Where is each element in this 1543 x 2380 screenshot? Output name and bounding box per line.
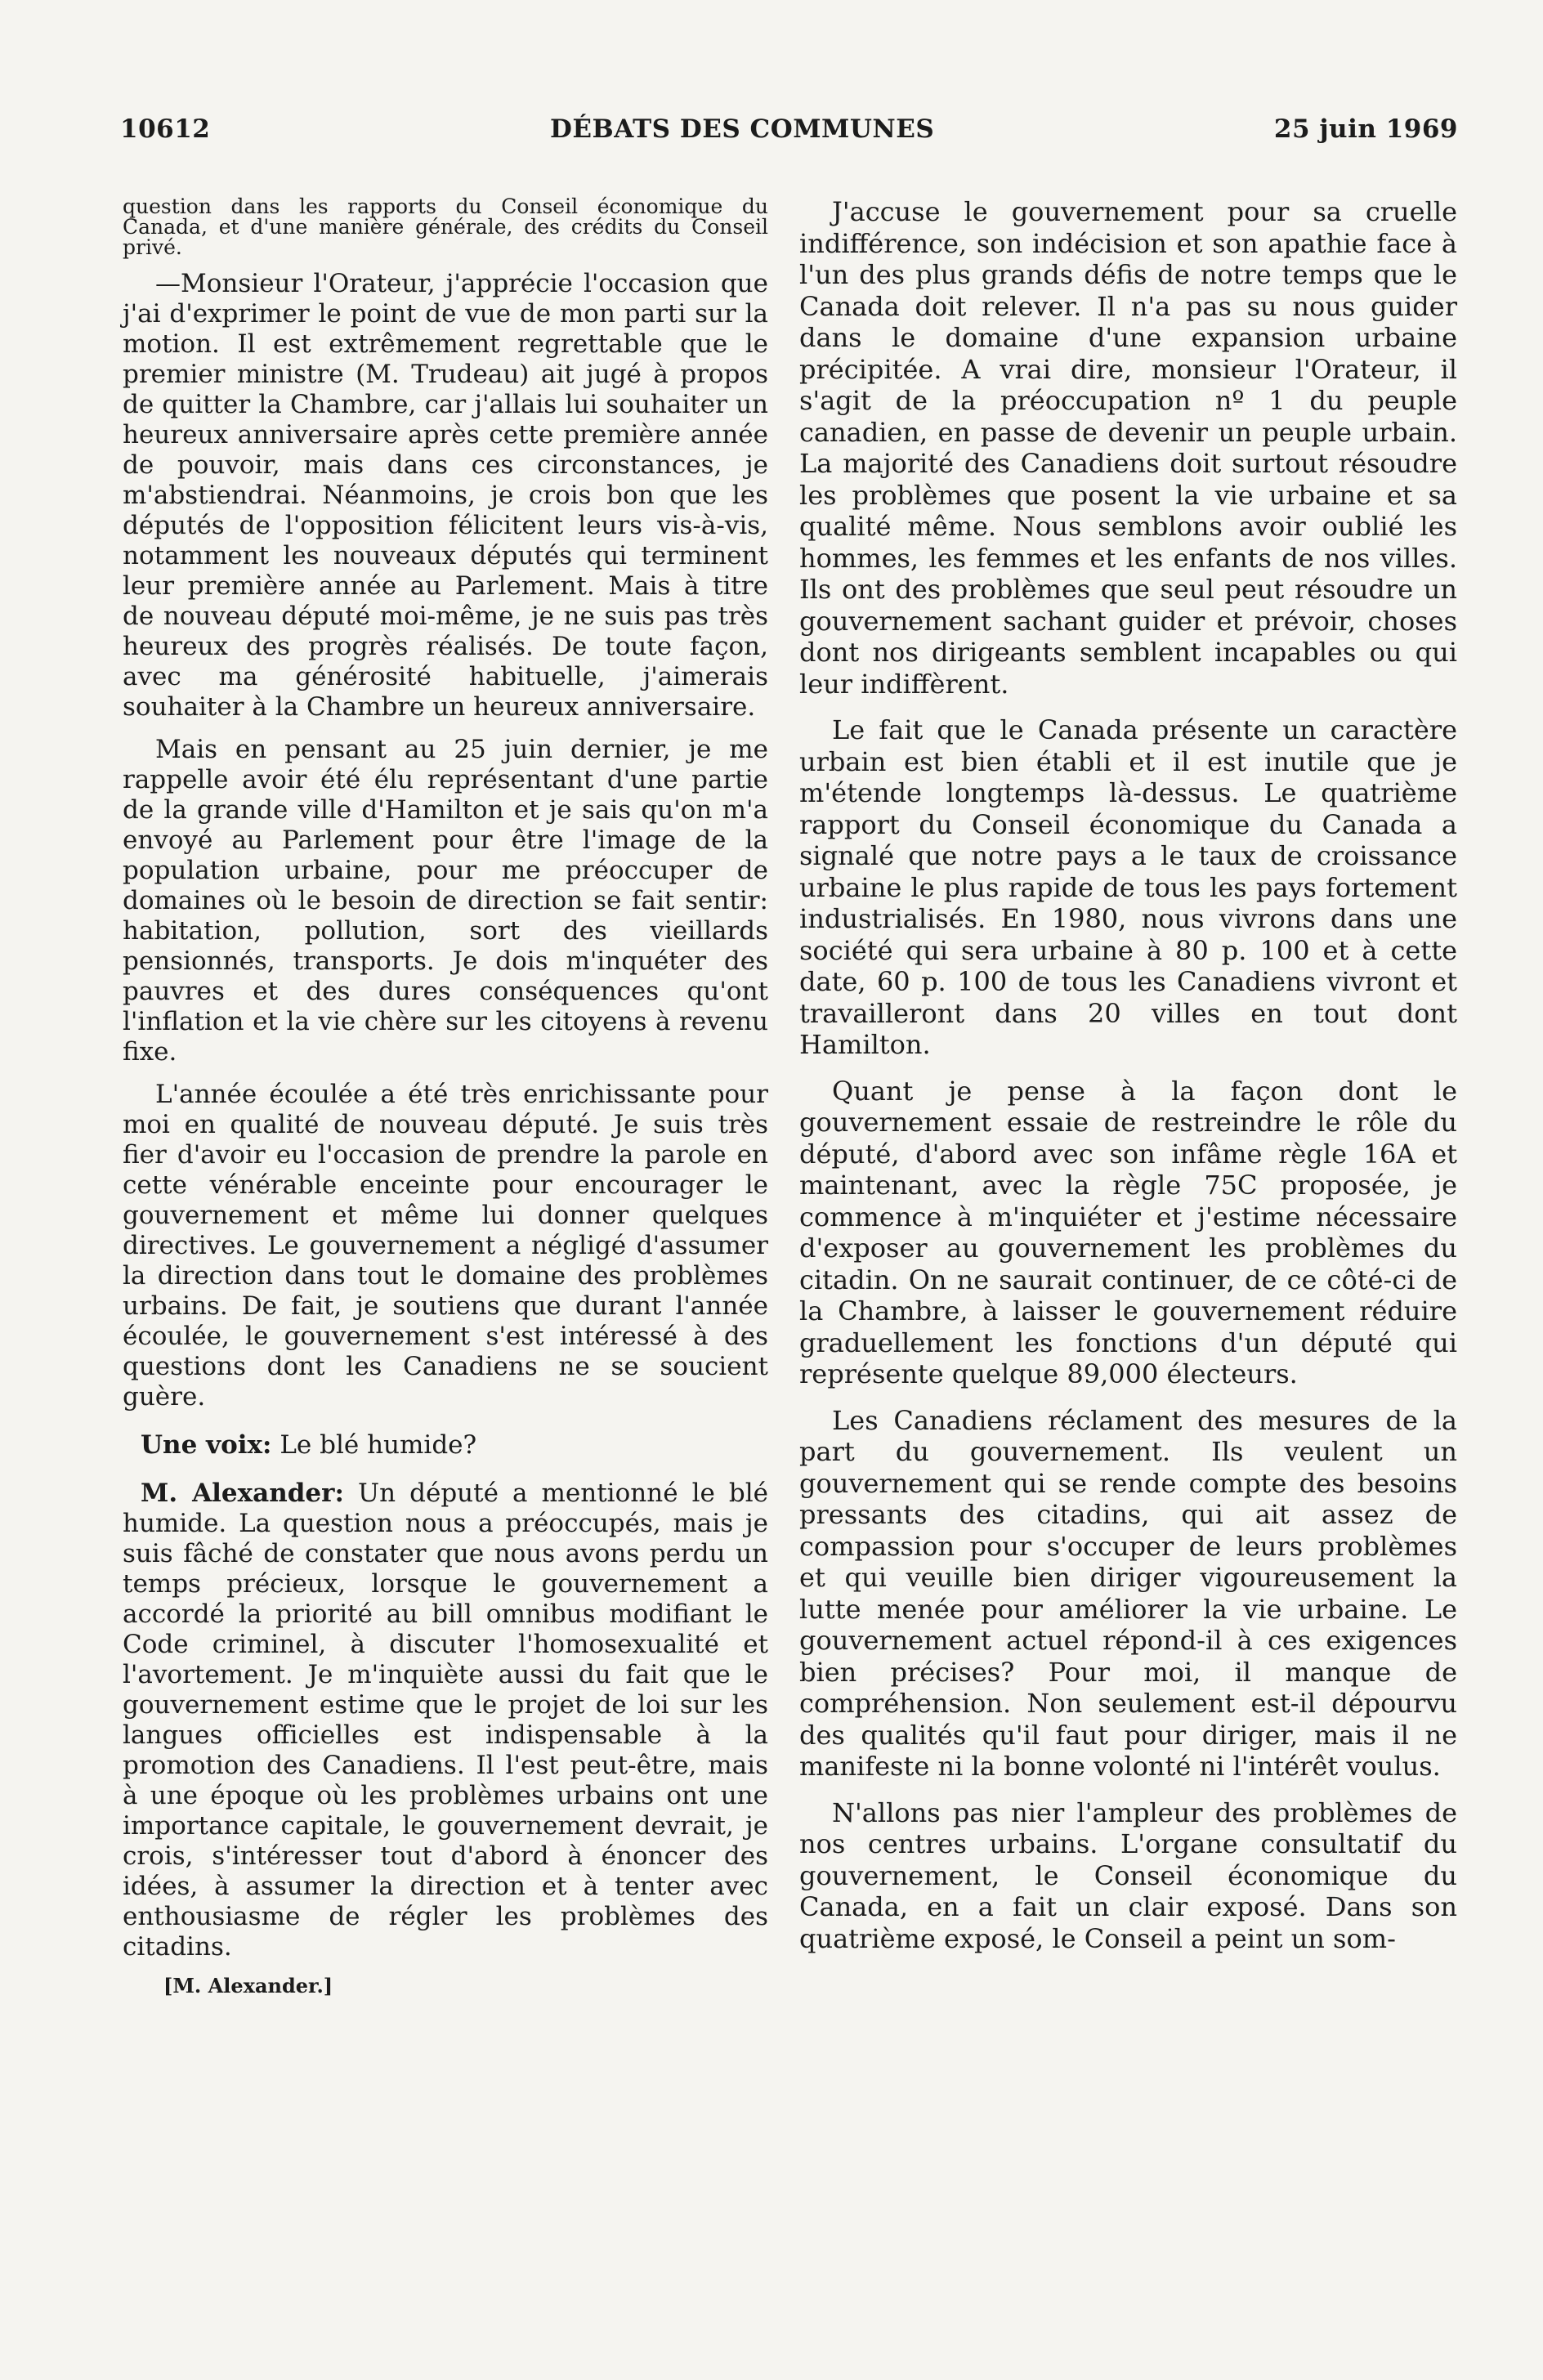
page-number: 10612 xyxy=(120,114,211,144)
page-date: 25 juin 1969 xyxy=(1273,114,1458,144)
page-header xyxy=(120,114,1458,163)
paragraph: Le fait que le Canada présente un caractère urbain est bien établi et il est inutile que je m'étende longtemps là-dessus. Le quatrième rapport du Conseil économique du Canada a signalé que notre pays a le taux de croissance urbaine le plus rapide de tous les pays fortement industrialisés. En 1980, nous vivrons dans une société qui sera urbaine à 80 p. 100 et à cette date, 60 p. 100 de tous les Canadiens vivront et travailleront dans 20 villes en tout dont Hamilton. xyxy=(799,714,1457,1060)
paragraph: N'allons pas nier l'ampleur des problèmes de nos centres urbains. L'organe consultatif du gouvernement, le Conseil économique du Canada, en a fait un clair exposé. Dans son quatrième exposé, le Conseil a peint un som- xyxy=(799,1796,1457,1954)
publication-title: DÉBATS DES COMMUNES xyxy=(550,114,935,144)
speaker-name: Une voix: xyxy=(141,1430,272,1460)
speech-text: Un député a mentionné le blé humide. La question nous a préoccupés, mais je suis fâché de constater que nous avons perdu un temps précieux, lorsque le gouvernement a accordé la priorité au bill omnibus modifiant le Code criminel, à discuter l'homosexualité et l'avortement. Je m'inquiète aussi du fait que le gouvernement estime que le projet de loi sur les langues officielles est indispensable à la promotion des Canadiens. Il l'est peut-être, mais à une époque où les problèmes urbains ont une importance capitale, le gouvernement devrait, je crois, s'intéresser tout d'abord à énoncer des idées, à assumer la direction et à tenter avec enthousiasme de régler les problèmes des citadins. xyxy=(123,1479,768,1962)
interjection-text: Le blé humide? xyxy=(271,1430,477,1460)
speech-paragraph xyxy=(123,1479,768,1962)
speaker-footer-tag: [M. Alexander.] xyxy=(163,1974,333,1998)
paragraph: —Monsieur l'Orateur, j'apprécie l'occasion que j'ai d'exprimer le point de vue de mon parti sur la motion. Il est extrêmement regrettable que le premier ministre (M. Trudeau) ait jugé à propos de quitter la Chambre, car j'allais lui souhaiter un heureux anniversaire après cette première année de pouvoir, mais dans ces circonstances, je m'abstiendrai. Néanmoins, je crois bon que les députés de l'opposition félicitent leurs vis-à-vis, notamment les nouveaux députés qui terminent leur première année au Parlement. Mais à titre de nouveau député moi-même, je ne suis pas très heureux des progrès réalisés. De toute façon, avec ma générosité habituelle, j'aimerais souhaiter à la Chambre un heureux anniversaire. xyxy=(123,269,768,722)
paragraph: Les Canadiens réclament des mesures de la part du gouvernement. Ils veulent un gouvernement qui se rende compte des besoins pressants des citadins, qui ait assez de compassion pour s'occuper de leurs problèmes et qui veuille bien diriger vigoureusement la lutte menée pour améliorer la vie urbaine. Le gouvernement actuel répond-il à ces exigences bien précises? Pour moi, il manque de compréhension. Non seulement est-il dépourvu des qualités qu'il faut pour diriger, mais il ne manifeste ni la bonne volonté ni l'intérêt voulus. xyxy=(799,1404,1457,1782)
paragraph: Quant je pense à la façon dont le gouvernement essaie de restreindre le rôle du député, d'abord avec son infâme règle 16A et maintenant, avec la règle 75C proposée, je commence à m'inquiéter et j'estime nécessaire d'exposer au gouvernement les problèmes du citadin. On ne saurait continuer, de ce côté-ci de la Chambre, à laisser le gouvernement réduire graduellement les fonctions d'un député qui représente quelque 89,000 électeurs. xyxy=(799,1075,1457,1389)
speaker-name: M. Alexander: xyxy=(141,1479,344,1508)
paragraph: Mais en pensant au 25 juin dernier, je me rappelle avoir été élu représentant d'une partie de la grande ville d'Hamilton et je sais qu'on m'a envoyé au Parlement pour être l'image de la population urbaine, pour me préoccuper de domaines où le besoin de direction se fait sentir: habitation, pollution, sort des vieillards pensionnés, transports. Je dois m'inquéter des pauvres et des dures conséquences qu'ont l'inflation et la vie chère sur les citoyens à revenu fixe. xyxy=(123,735,768,1067)
paragraph: L'année écoulée a été très enrichissante pour moi en qualité de nouveau député. Je suis très fier d'avoir eu l'occasion de prendre la parole en cette vénérable enceinte pour encourager le gouvernement et même lui donner quelques directives. Le gouvernement a négligé d'assumer la direction dans tout le domaine des problèmes urbains. De fait, je soutiens que durant l'année écoulée, le gouvernement s'est intéressé à des questions dont les Canadiens ne se soucient guère. xyxy=(123,1080,768,1411)
left-column xyxy=(123,196,768,1998)
right-column xyxy=(799,196,1457,1969)
paragraph: J'accuse le gouvernement pour sa cruelle indifférence, son indécision et son apathie face à l'un des plus grands défis de notre temps que le Canada doit relever. Il n'a pas su nous guider dans le domaine d'une expansion urbaine précipitée. A vrai dire, monsieur l'Orateur, il s'agit de la préoccupation nº 1 du peuple canadien, en passe de devenir un peuple urbain. La majorité des Canadiens doit surtout résoudre les problèmes que posent la vie urbaine et sa qualité même. Nous semblons avoir oublié les hommes, les femmes et les enfants de nos villes. Ils ont des problèmes que seul peut résoudre un gouvernement sachant guider et prévoir, choses dont nos dirigeants semblent incapables ou qui leur indiffèrent. xyxy=(799,196,1457,700)
intro-paragraph: question dans les rapports du Conseil économique du Canada, et d'une manière générale, des crédits du Conseil privé. xyxy=(123,195,768,259)
interjection xyxy=(123,1430,768,1461)
